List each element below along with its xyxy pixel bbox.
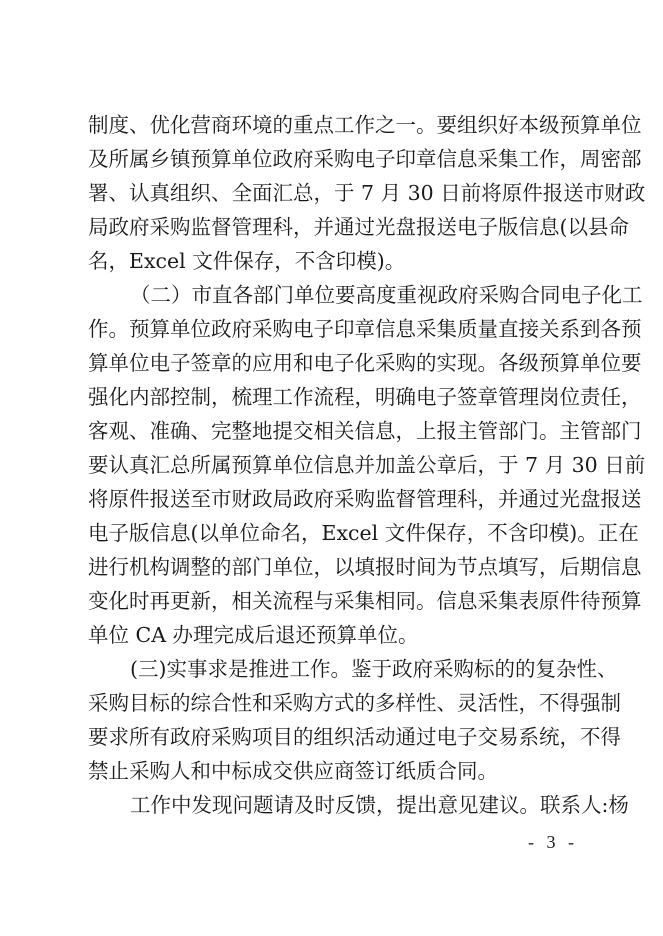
text-line: 进行机构调整的部门单位，以填报时间为节点填写，后期信息	[88, 555, 642, 579]
text-line: 算单位电子签章的应用和电子化采购的实现。各级预算单位要	[88, 351, 642, 375]
text-line: （二）市直各部门单位要高度重视政府采购合同电子化工	[130, 283, 643, 307]
text-line: 要认真汇总所属预算单位信息并加盖公章后，于 7 月 30 日前	[88, 453, 646, 477]
text-line: 署、认真组织、全面汇总，于 7 月 30 日前将原件报送市财政	[88, 181, 646, 205]
page-number: - 3 -	[528, 832, 578, 852]
text-line: 工作中发现问题请及时反馈，提出意见建议。联系人:杨	[130, 793, 629, 817]
text-line: 强化内部控制，梳理工作流程，明确电子签章管理岗位责任，	[88, 385, 642, 409]
text-line: 电子版信息(以单位命名，Excel 文件保存，不含印模)。正在	[88, 521, 639, 545]
text-line: 将原件报送至市财政局政府采购监督管理科，并通过光盘报送	[88, 487, 642, 511]
text-line: 单位 CA 办理完成后退还预算单位。	[88, 623, 419, 647]
text-line: 客观、准确、完整地提交相关信息，上报主管部门。主管部门	[88, 419, 642, 443]
text-line: 变化时再更新，相关流程与采集相同。信息采集表原件待预算	[88, 589, 642, 613]
text-line: 制度、优化营商环境的重点工作之一。要组织好本级预算单位	[88, 113, 642, 137]
text-line: 要求所有政府采购项目的组织活动通过电子交易系统，不得	[88, 725, 621, 749]
text-line: 局政府采购监督管理科，并通过光盘报送电子版信息(以县命	[88, 215, 629, 239]
text-line: (三)实事求是推进工作。鉴于政府采购标的的复杂性、	[130, 657, 618, 681]
text-line: 名，Excel 文件保存，不含印模)。	[88, 249, 406, 273]
text-line: 及所属乡镇预算单位政府采购电子印章信息采集工作，周密部	[88, 147, 642, 171]
text-line: 禁止采购人和中标成交供应商签订纸质合同。	[88, 759, 498, 783]
text-line: 采购目标的综合性和采购方式的多样性、灵活性，不得强制	[88, 691, 621, 715]
text-line: 作。预算单位政府采购电子印章信息采集质量直接关系到各预	[88, 317, 642, 341]
